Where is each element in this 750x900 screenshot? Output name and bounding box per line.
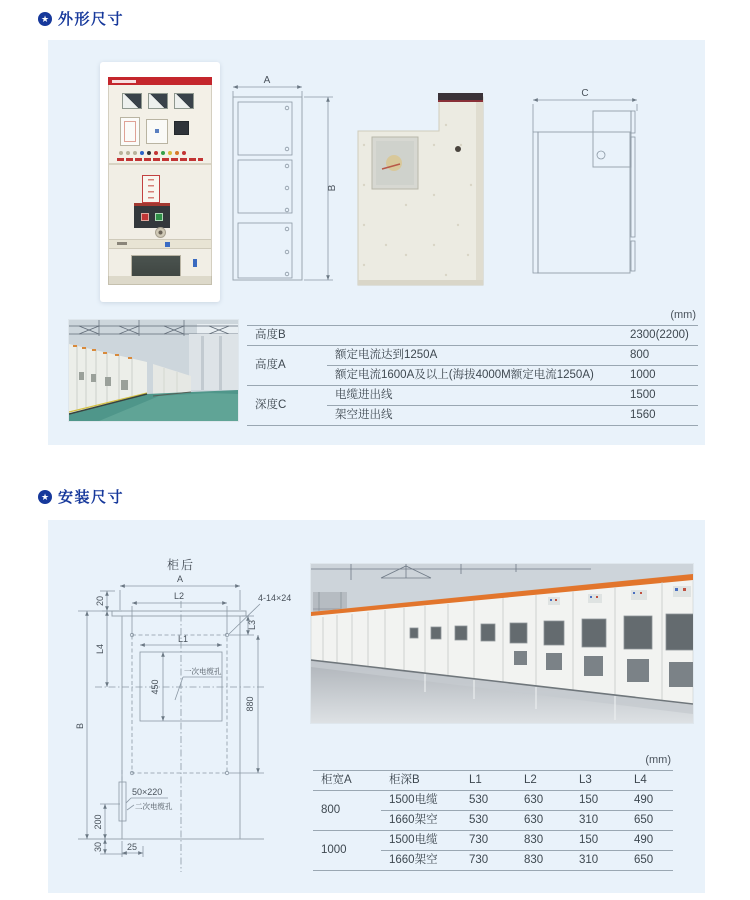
depth-cell: 1660架空: [381, 811, 461, 831]
instrument-panel: [109, 85, 211, 165]
analog-meter: [148, 93, 168, 109]
drawing-title: 柜后: [166, 558, 196, 572]
label-strip: [117, 158, 203, 161]
cabinet-front-photo: [100, 62, 220, 302]
cabinet-body: [108, 85, 212, 285]
value-cell: 150: [571, 831, 626, 851]
front-view-drawing: [225, 64, 340, 290]
indicator-lamps: [119, 151, 186, 155]
breaker-door: [109, 165, 211, 239]
value-cell: 310: [571, 811, 626, 831]
display-box: [174, 121, 189, 135]
breaker-indicator-panel: [134, 203, 170, 228]
cabinet-base: [108, 276, 212, 285]
table-row: [247, 346, 698, 366]
header-cell: 柜深B: [381, 771, 461, 791]
value-cell: 530: [461, 811, 516, 831]
value-cell: 830: [516, 851, 571, 871]
desc-cell: 额定电流达到1250A: [335, 349, 438, 361]
table-row: [247, 386, 698, 406]
door-handle: [193, 259, 197, 267]
dim-30: 30: [93, 841, 103, 853]
value-cell: 1000: [622, 366, 698, 386]
header-cell: L1: [461, 771, 516, 791]
section-title-text: 外形尺寸: [58, 11, 125, 28]
header-cell: 柜宽A: [313, 771, 381, 791]
desc-cell: 额定电流1600A及以上(海拔4000M额定电流1250A): [327, 366, 622, 386]
dim-450: 450: [150, 679, 160, 695]
protection-relay: [120, 117, 140, 146]
value-cell: 800: [630, 349, 650, 361]
value-cell: 490: [626, 831, 673, 851]
dim-25: 25: [126, 842, 138, 852]
red-indicator: [141, 213, 149, 221]
param-cell: 高度A: [255, 359, 286, 371]
header-cell: L3: [571, 771, 626, 791]
section-title-install: [38, 486, 124, 507]
secondary-hole-label: 二次电缆孔: [135, 802, 173, 811]
switchgear-row-photo: [310, 563, 694, 724]
value-cell: 650: [626, 851, 673, 871]
value-cell: 630: [524, 794, 544, 806]
desc-cell: [327, 326, 622, 346]
analog-meter: [174, 93, 194, 109]
value-cell: 310: [571, 851, 626, 871]
section-star-icon: ★: [38, 490, 52, 504]
control-box: [146, 119, 168, 144]
table-row: [247, 326, 698, 346]
dim-880: 880: [245, 696, 255, 712]
width-cell: 800: [321, 804, 341, 816]
section-title-text: 安装尺寸: [58, 489, 125, 506]
depth-cell: 1500电缆: [381, 831, 461, 851]
dim-a: A: [176, 574, 184, 584]
divider-blue-mark: [165, 242, 170, 247]
dim-l4: L4: [95, 643, 105, 655]
dimensions-table: [247, 325, 698, 426]
unit-label: (mm): [645, 754, 671, 766]
desc-cell: 架空进出线: [327, 406, 622, 426]
table-header-row: [313, 771, 673, 791]
holes-label: 4-14×24: [258, 593, 292, 603]
desc-cell: 电缆进出线: [327, 386, 622, 406]
door-knob: [155, 227, 166, 238]
primary-hole-label: 一次电缆孔: [184, 667, 222, 676]
switchgear-cabinet: [108, 77, 212, 292]
header-cell: L4: [626, 771, 673, 791]
section-title-outline: [38, 8, 124, 29]
value-cell: 1560: [622, 406, 698, 426]
divider-mark: [117, 242, 127, 245]
value-cell: 2300(2200): [622, 326, 698, 346]
value-cell: 830: [516, 831, 571, 851]
dimensions-table: [313, 770, 673, 871]
dim-label-c: C: [581, 88, 589, 99]
value-cell: 730: [461, 851, 516, 871]
door-screws: [285, 106, 289, 276]
dim-b: B: [75, 722, 85, 730]
value-cell: 150: [579, 794, 599, 806]
outline-dimensions-table: [247, 305, 698, 426]
cabinet-side-photo: [346, 85, 518, 293]
section-star-icon: ★: [38, 12, 52, 26]
value-cell: 1500: [622, 386, 698, 406]
depth-cell: 1660架空: [381, 851, 461, 871]
value-cell: 650: [626, 811, 673, 831]
side-view-drawing: [524, 80, 646, 282]
value-cell: 730: [461, 831, 516, 851]
param-cell: 高度B: [247, 326, 327, 346]
param-cell: 深度C: [247, 386, 327, 426]
width-cell: 1000: [313, 831, 381, 871]
value-cell: 630: [516, 811, 571, 831]
dim-20: 20: [95, 595, 105, 607]
dim-l2: L2: [173, 591, 185, 601]
factory-photo: [68, 319, 239, 422]
secondary-hole-size: 50×220: [132, 787, 163, 797]
unit-label: (mm): [670, 309, 696, 321]
dim-l3: L3: [247, 619, 257, 631]
dim-200: 200: [93, 814, 103, 830]
cabinet-model-tag: [112, 80, 136, 83]
value-cell: 490: [634, 794, 654, 806]
dim-label-b: B: [327, 184, 338, 192]
dim-label-a: A: [263, 75, 271, 86]
green-indicator: [155, 213, 163, 221]
header-cell: L2: [516, 771, 571, 791]
table-row: [313, 791, 673, 811]
installation-drawing: [62, 556, 304, 890]
dim-l1: L1: [177, 634, 189, 644]
analog-meter: [122, 93, 142, 109]
table-row: [313, 831, 673, 851]
mimic-diagram: [142, 175, 160, 203]
install-dimensions-table: [313, 750, 673, 871]
depth-cell: 1500电缆: [389, 794, 438, 806]
cabinet-nameplate-band: [108, 77, 212, 85]
value-cell: 530: [469, 794, 489, 806]
